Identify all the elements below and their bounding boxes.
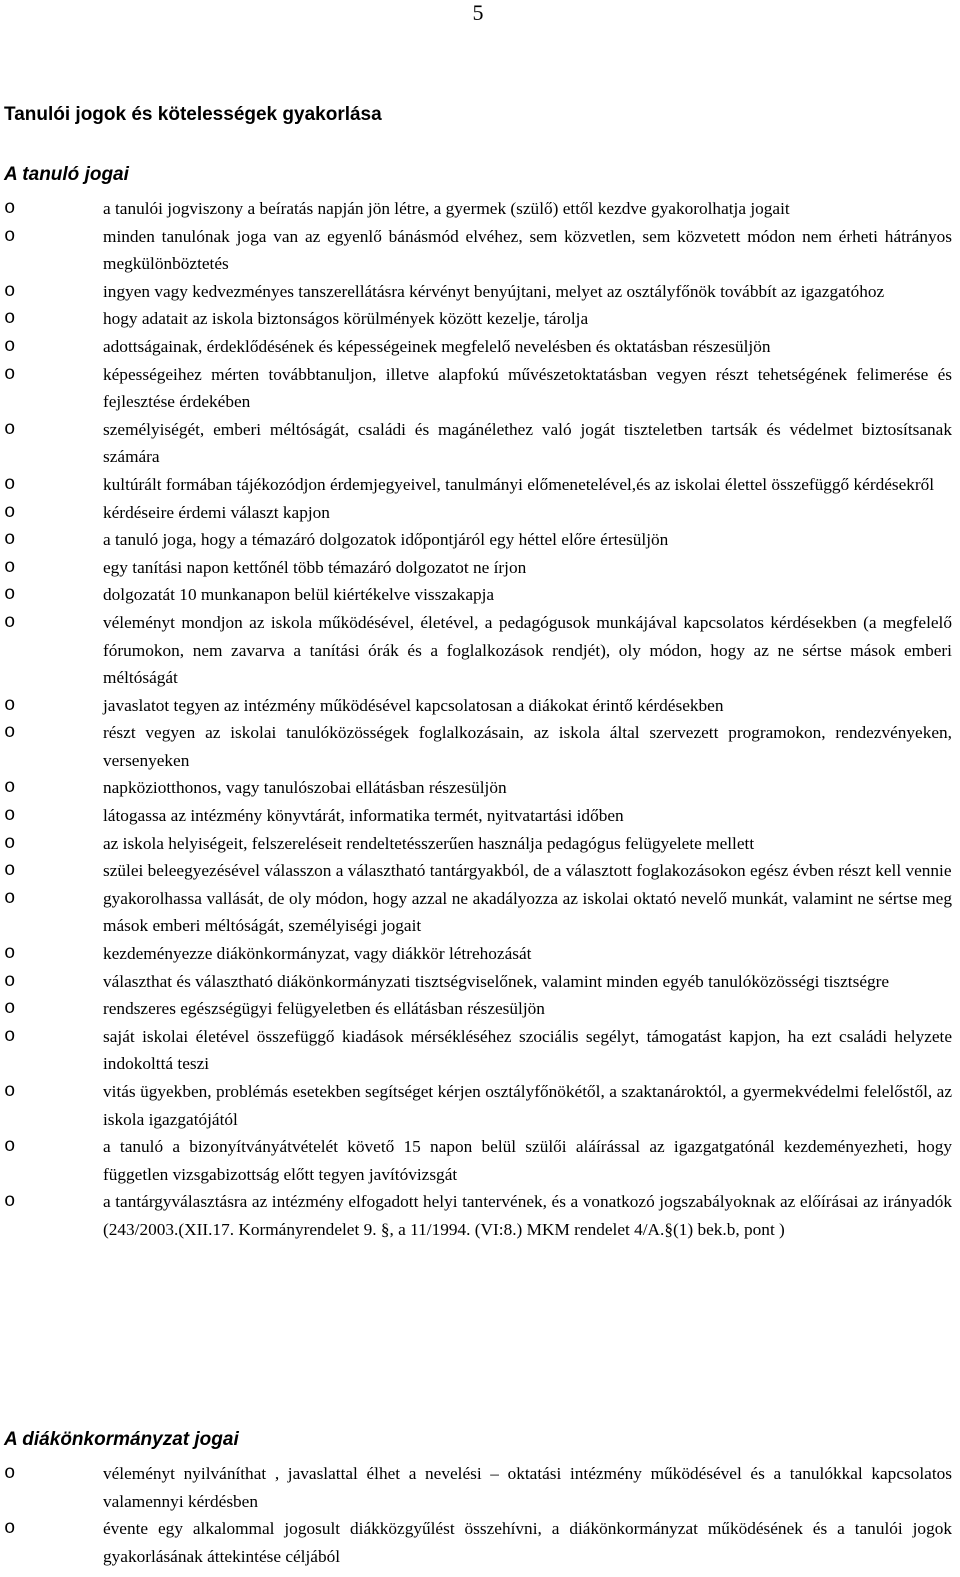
list-item bbox=[0, 305, 952, 333]
bullet-marker: o bbox=[4, 1517, 16, 1540]
bullet-marker: o bbox=[4, 831, 16, 854]
list-item bbox=[0, 333, 952, 361]
list-item-text: dolgozatát 10 munkanapon belül kiértékelve visszakapja bbox=[103, 585, 495, 605]
list-item-text: a tanulói jogviszony a beíratás napján jön létre, a gyermek (szülő) ettől kezdve gyakorolhatja jogait bbox=[103, 199, 790, 218]
list-item-text: véleményt mondjon az iskola működésével, életével, a pedagógusok munkájával kapcsolatos kérdésekben (a megfelelő fórumokon, nem zavarva a tanítási órák és a foglalkozások rendjét), oly módon, hogy az ne sértse mások emberi méltóságát bbox=[103, 612, 952, 688]
list-item-text: rendszeres egészségügyi felügyeletben és ellátásban részesüljön bbox=[103, 999, 545, 1019]
list-item-text: kultúrált formában tájékozódjon érdemjegyeivel, tanulmányi előmenetelével,és az iskolai élettel összefüggő kérdésekről bbox=[103, 474, 935, 494]
student-council-rights-list bbox=[0, 1460, 952, 1570]
list-item-text: választhat és választható diákönkormányzati tisztségviselőnek, valamint minden egyéb tanulóközösségi tisztségre bbox=[103, 971, 890, 991]
list-item-text: a tanuló a bizonyítványátvételét követő 15 napon belül szülői aláírással az igazgatgatónál kezdeményezheti, hogy független vizsgabizottság előtt tegyen javítóvizsgát bbox=[103, 1137, 952, 1184]
bullet-marker: o bbox=[4, 1024, 16, 1047]
bullet-marker: o bbox=[4, 859, 16, 882]
page-number: 5 bbox=[472, 0, 484, 25]
list-item-text: gyakorolhassa vallását, de oly módon, hogy azzal ne akadályozza az iskolai oktató nevelő munkát, valamint ne sértse meg mások emberi méltóságát, személyiségi jogait bbox=[103, 888, 952, 936]
list-item bbox=[0, 940, 952, 968]
list-item bbox=[0, 885, 952, 940]
bullet-marker: o bbox=[4, 721, 16, 744]
bullet-marker: o bbox=[4, 555, 16, 578]
list-item-text: ingyen vagy kedvezményes tanszerellátásra kérvényt benyújtani, melyet az osztályfőnök továbbít az igazgatóhoz bbox=[103, 281, 885, 301]
list-item-text: a tantárgyválasztásra az intézmény elfogadott helyi tantervének, és a vonatkozó jogszabályoknak az előírásai az irányadók (243/2003.(XII.17. Kormányrendelet 9. §, a 11/1994. (VI:8.) MKM rendelet 4/A.§(1) bek.b, pont ) bbox=[103, 1192, 952, 1239]
bullet-marker: o bbox=[4, 886, 16, 909]
list-item bbox=[0, 278, 952, 306]
list-item-text: az iskola helyiségeit, felszereléseit rendeltetésszerűen használja pedagógus felügyelete mellett bbox=[103, 833, 755, 853]
list-item-text: kezdeményezze diákönkormányzat, vagy diákkör létrehozását bbox=[103, 944, 532, 964]
bullet-marker: o bbox=[4, 224, 16, 247]
list-item bbox=[0, 968, 952, 996]
bullet-marker: o bbox=[4, 528, 16, 551]
list-item bbox=[0, 609, 952, 692]
list-item-text: a tanuló joga, hogy a témazáró dolgozatok időpontjáról egy héttel előre értesüljön bbox=[103, 530, 669, 550]
list-item-text: évente egy alkalommal jogosult diákközgyűlést összehívni, a diákönkormányzat működésének és a tanulói jogok gyakorlásának áttekintése céljából bbox=[103, 1519, 952, 1566]
section-heading-student-council-rights: A diákönkormányzat jogai bbox=[4, 1429, 239, 1450]
list-item-text: adottságainak, érdeklődésének és képességeinek megfelelő nevelésben és oktatásban részesüljön bbox=[103, 336, 771, 356]
list-item-text: javaslatot tegyen az intézmény működésével kapcsolatosan a diákokat érintő kérdésekben bbox=[103, 695, 724, 715]
list-item bbox=[0, 1188, 952, 1243]
bullet-marker: o bbox=[4, 1462, 16, 1484]
bullet-marker: o bbox=[4, 1190, 16, 1213]
bullet-marker: o bbox=[4, 500, 16, 523]
list-item bbox=[0, 581, 952, 609]
list-item bbox=[0, 995, 952, 1023]
bullet-marker: o bbox=[4, 942, 16, 965]
list-item bbox=[0, 802, 952, 830]
list-item bbox=[0, 361, 952, 416]
list-item bbox=[0, 195, 952, 223]
list-item-text: saját iskolai életével összefüggő kiadások mérsékléséhez szociális segélyt, támogatást kapjon, ha ezt családi helyzete indokolttá teszi bbox=[103, 1026, 952, 1074]
list-item bbox=[0, 554, 952, 582]
section-heading-student-rights: A tanuló jogai bbox=[4, 164, 129, 185]
bullet-marker: o bbox=[4, 472, 16, 495]
list-item-text: szülei beleegyezésével válasszon a választható tantárgyakból, de a választott foglakozásokon egész évben részt kell vennie bbox=[103, 861, 952, 881]
list-item-text: hogy adatait az iskola biztonságos körülmények között kezelje, tárolja bbox=[103, 309, 589, 329]
bullet-marker: o bbox=[4, 1135, 16, 1158]
bullet-marker: o bbox=[4, 334, 16, 357]
bullet-marker: o bbox=[4, 997, 16, 1020]
bullet-marker: o bbox=[4, 693, 16, 716]
bullet-marker: o bbox=[4, 776, 16, 799]
list-item bbox=[0, 1515, 952, 1570]
bullet-marker: o bbox=[4, 279, 16, 302]
list-item bbox=[0, 499, 952, 527]
list-item bbox=[0, 857, 952, 885]
list-item-text: kérdéseire érdemi választ kapjon bbox=[103, 502, 330, 522]
list-item-text: látogassa az intézmény könyvtárát, informatika termét, nyitvatartási időben bbox=[103, 806, 624, 826]
list-item bbox=[0, 774, 952, 802]
bullet-marker: o bbox=[4, 610, 16, 633]
bullet-marker: o bbox=[4, 804, 16, 827]
list-item-text: személyiségét, emberi méltóságát, családi és magánélethez való jogát tiszteletben tartsák és védelmet biztosítsanak számára bbox=[103, 419, 952, 467]
document-title: Tanulói jogok és kötelességek gyakorlása bbox=[4, 104, 382, 125]
list-item bbox=[0, 416, 952, 471]
list-item bbox=[0, 719, 952, 774]
bullet-marker: o bbox=[4, 197, 16, 219]
bullet-marker: o bbox=[4, 417, 16, 440]
bullet-marker: o bbox=[4, 1080, 16, 1102]
list-item bbox=[0, 830, 952, 858]
list-item bbox=[0, 1133, 952, 1188]
student-rights-list bbox=[0, 195, 952, 1244]
list-item-text: véleményt nyilváníthat , javaslattal élhet a nevelési – oktatási intézmény működésével és a tanulókkal kapcsolatos valamennyi kérdésben bbox=[103, 1464, 952, 1511]
bullet-marker: o bbox=[4, 362, 16, 385]
bullet-marker: o bbox=[4, 583, 16, 606]
list-item bbox=[0, 223, 952, 278]
bullet-marker: o bbox=[4, 307, 16, 330]
list-item bbox=[0, 1460, 952, 1515]
list-item-text: vitás ügyekben, problémás esetekben segítséget kérjen osztályfőnökétől, a szaktanároktól, a gyermekvédelmi felelőstől, az iskola igazgatójától bbox=[103, 1082, 952, 1129]
list-item bbox=[0, 692, 952, 720]
list-item bbox=[0, 471, 952, 499]
list-item bbox=[0, 526, 952, 554]
list-item bbox=[0, 1078, 952, 1133]
list-item bbox=[0, 1023, 952, 1078]
list-item-text: napköziotthonos, vagy tanulószobai ellátásban részesüljön bbox=[103, 778, 507, 798]
list-item-text: képességeihez mérten továbbtanuljon, illetve alapfokú művészetoktatásban vegyen részt tehetségének felimerése és fejlesztése érdekében bbox=[103, 364, 952, 412]
list-item-text: részt vegyen az iskolai tanulóközösségek foglalkozásain, az iskola által szervezett programokon, rendezvényeken, versenyeken bbox=[103, 723, 952, 770]
bullet-marker: o bbox=[4, 969, 16, 992]
list-item-text: egy tanítási napon kettőnél több témazáró dolgozatot ne írjon bbox=[103, 557, 527, 577]
list-item-text: minden tanulónak joga van az egyenlő bánásmód elvéhez, sem közvetlen, sem közvetett módon nem érheti hátrányos megkülönböztetés bbox=[103, 226, 952, 274]
